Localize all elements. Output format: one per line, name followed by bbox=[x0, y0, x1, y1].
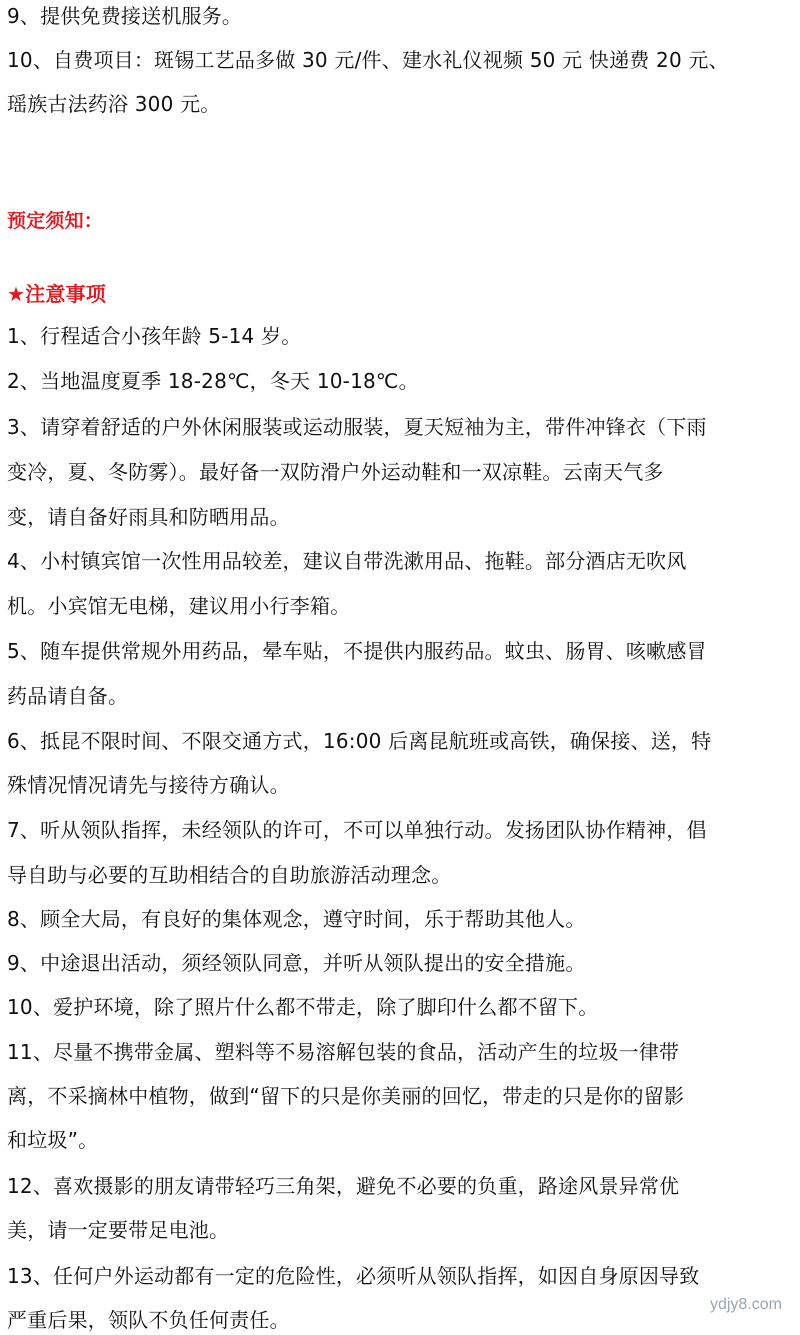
notice-line: 2、当地温度夏季 18-28℃，冬天 10-18℃。 bbox=[7, 369, 419, 393]
notice-line: 机。小宾馆无电梯，建议用小行李箱。 bbox=[7, 594, 351, 618]
notice-line: 美，请一定要带足电池。 bbox=[7, 1218, 230, 1242]
notice-line: 4、小村镇宾馆一次性用品较差，建议自带洗漱用品、拖鞋。部分酒店无吹风 bbox=[7, 549, 687, 573]
notice-line: 13、任何户外运动都有一定的危险性，必须听从领队指挥，如因自身原因导致 bbox=[7, 1264, 700, 1288]
notice-section-title: ★注意事项 bbox=[7, 282, 106, 306]
notice-line: 变，请自备好雨具和防晒用品。 bbox=[7, 505, 290, 529]
notice-line: 8、顾全大局，有良好的集体观念，遵守时间，乐于帮助其他人。 bbox=[7, 907, 586, 931]
intro-line: 瑶族古法药浴 300 元。 bbox=[7, 92, 221, 116]
intro-line: 10、自费项目：斑锡工艺品多做 30 元/件、建水礼仪视频 50 元 快递费 20 元、 bbox=[7, 48, 729, 72]
notice-line: 1、行程适合小孩年龄 5-14 岁。 bbox=[7, 324, 302, 348]
notice-line: 12、喜欢摄影的朋友请带轻巧三角架，避免不必要的负重，路途风景异常优 bbox=[7, 1174, 680, 1198]
notice-line: 3、请穿着舒适的户外休闲服装或运动服装，夏天短袖为主，带件冲锋衣（下雨 bbox=[7, 415, 707, 439]
site-watermark: ydjy8.com bbox=[709, 1296, 782, 1313]
notice-line: 11、尽量不携带金属、塑料等不易溶解包装的食品，活动产生的垃圾一律带 bbox=[7, 1040, 680, 1064]
intro-line: 9、提供免费接送机服务。 bbox=[7, 4, 243, 28]
notice-line: 严重后果，领队不负任何责任。 bbox=[7, 1308, 290, 1332]
notice-line: 9、中途退出活动，须经领队同意，并听从领队提出的安全措施。 bbox=[7, 951, 586, 975]
notice-line: 10、爱护环境，除了照片什么都不带走，除了脚印什么都不留下。 bbox=[7, 995, 599, 1019]
notice-line: 变冷，夏、冬防雾）。最好备一双防滑户外运动鞋和一双凉鞋。云南天气多 bbox=[7, 460, 664, 484]
notice-line: 药品请自备。 bbox=[7, 684, 129, 708]
notice-line: 离，不采摘林中植物，做到“留下的只是你美丽的回忆，带走的只是你的留影 bbox=[7, 1084, 685, 1108]
notice-line: 7、听从领队指挥，未经领队的许可，不可以单独行动。发扬团队协作精神，倡 bbox=[7, 818, 707, 842]
booking-notice-title: 预定须知： bbox=[7, 210, 104, 232]
notice-line: 5、随车提供常规外用药品，晕车贴，不提供内服药品。蚊虫、肠胃、咳嗽感冒 bbox=[7, 639, 707, 663]
notice-line: 殊情况情况请先与接待方确认。 bbox=[7, 773, 290, 797]
notice-line: 和垃圾”。 bbox=[7, 1128, 99, 1152]
notice-line: 导自助与必要的互助相结合的自助旅游活动理念。 bbox=[7, 863, 452, 887]
notice-line: 6、抵昆不限时间、不限交通方式，16:00 后离昆航班或高铁，确保接、送，特 bbox=[7, 729, 712, 753]
